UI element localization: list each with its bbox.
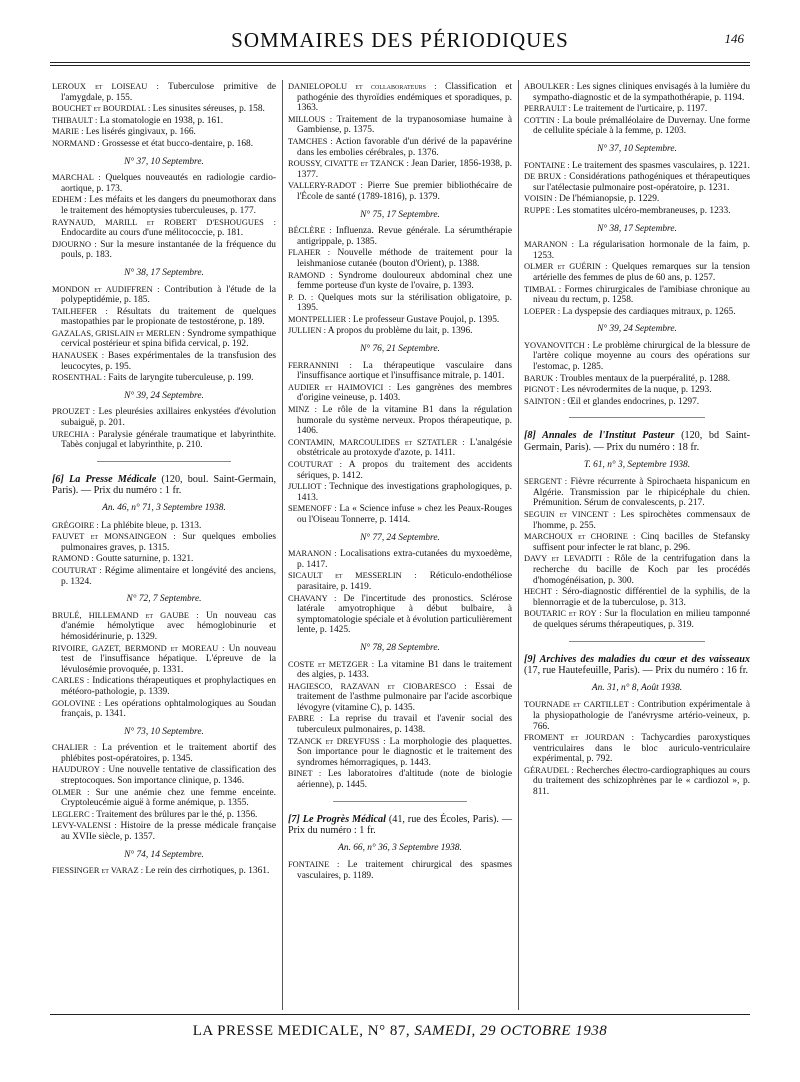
article-entry <box>288 315 512 326</box>
article-title: Bases expérimentales de la transfusion des leucocytes, p. 195. <box>61 351 277 372</box>
article-title: La boule prémalléolaire de Duvernay. Une forme de cellulite spéciale à la femme, p. 1203. <box>533 115 751 137</box>
article-title: Paralysie générale traumatique et labyrinthite. Tabès conjugal et labyrinthite, p. 210. <box>61 429 276 451</box>
article-entry <box>52 407 276 428</box>
article-entry <box>524 700 750 732</box>
article-author: VOISIN : <box>524 194 557 204</box>
article-entry <box>524 116 750 137</box>
column-left <box>52 82 276 878</box>
column-middle <box>288 82 512 883</box>
article-entry <box>52 699 276 720</box>
article-title: Traitement de la trypanosomiase humaine à Gambiense, p. 1375. <box>297 114 512 136</box>
article-entry <box>288 383 512 404</box>
article-author: TAILHEFER : <box>52 306 108 316</box>
article-entry <box>524 532 750 553</box>
article-title: Jean Darier, 1856-1938, p. 1377. <box>297 159 512 180</box>
article-entry <box>52 788 276 809</box>
issue-number-heading: N° 72, 7 Septembre. <box>126 594 202 605</box>
article-entry <box>52 866 276 877</box>
article-author: GRÉGOIRE : <box>52 520 99 530</box>
article-entry <box>524 194 750 205</box>
article-entry <box>52 566 276 587</box>
article-author: FONTAINE : <box>288 860 340 870</box>
section-divider <box>333 801 467 802</box>
article-title: Fièvre récurrente à Spirochaeta hispanicum en Algérie. Transmission par le rhipicéphale du chien. Prémunition. Sérum de convalescents, p. 217. <box>533 477 750 509</box>
article-title: Réticulo-endothéliose parasitaire, p. 1419. <box>297 571 512 592</box>
article-author: YOVANOVITCH : <box>524 340 590 350</box>
article-author: COTTIN : <box>524 115 560 125</box>
article-title: Le traitement de l'urticaire, p. 1197. <box>573 104 708 115</box>
article-author: RAYNAUD, MARILL et ROBERT D'ESHOUGUES : <box>52 217 276 227</box>
header-rule-thin <box>50 65 750 66</box>
article-entry <box>524 587 750 608</box>
article-entry <box>288 226 512 247</box>
article-author: PERRAULT : <box>524 104 571 114</box>
article-entry <box>524 510 750 531</box>
article-entry <box>524 609 750 630</box>
article-entry <box>524 766 750 798</box>
article-author: BINET : <box>288 769 322 779</box>
article-author: TZANCK et DREYFUSS : <box>288 736 386 746</box>
journal-title: [9] Archives des maladies du cœur et des vaisseaux <box>524 653 750 665</box>
article-title: Technique des investigations graphologiques, p. 1413. <box>297 482 512 503</box>
article-entry <box>288 769 512 790</box>
article-title: Recherches électro-cardiographiques au cours du traitement des schizophrènes par le « cardiozol », p. 811. <box>533 765 750 798</box>
article-title: Faits de laryngite tuberculeuse, p. 199. <box>108 373 254 384</box>
article-author: MARCHAL : <box>52 173 101 183</box>
article-entry <box>52 240 276 261</box>
article-entry <box>52 821 276 842</box>
article-author: COUTURAT : <box>288 460 342 469</box>
article-entry <box>52 644 276 676</box>
article-author: PROUZET : <box>52 407 96 417</box>
article-author: RIVOIRE, GAZET, BERMOND et MOREAU : <box>52 643 225 653</box>
article-title: Action favorable d'un dérivé de la papavérine dans les embolies cérébrales, p. 1376. <box>297 136 512 158</box>
article-author: SEMENOFF : <box>288 504 337 514</box>
article-entry <box>52 765 276 786</box>
article-author: JULLIOT : <box>288 482 327 492</box>
article-title: Sur la mesure instantanée de la fréquence du pouls, p. 183. <box>61 239 276 261</box>
article-entry <box>288 460 512 481</box>
article-entry <box>288 137 512 158</box>
article-title: Sur la floculation en milieu tamponné de quelques sérums thérapeutiques, p. 319. <box>533 609 750 630</box>
section-divider <box>97 461 231 462</box>
issue-number-heading: N° 73, 10 Septembre. <box>124 726 204 737</box>
article-author: GAZALAS, GRISLAIN et MERLEN : <box>52 328 185 338</box>
article-title: Endocardite au cours d'une mélitococcie, p. 181. <box>61 228 244 239</box>
article-entry <box>52 82 276 103</box>
article-entry <box>288 248 512 269</box>
article-title: Traitement des brûlures par le thé, p. 1356. <box>96 809 258 820</box>
article-entry <box>524 374 750 385</box>
article-title: Les névrodermites de la nuque, p. 1293. <box>561 385 712 396</box>
article-entry <box>288 682 512 714</box>
article-title: Résultats du traitement de quelques mastopathies par le propionate de testostérone, p. 189. <box>61 306 276 328</box>
article-author: LEGLERC : <box>52 809 95 819</box>
article-entry <box>288 293 512 314</box>
issue-heading: T. 61, n° 3, Septembre 1938. <box>583 459 691 470</box>
journal-heading <box>524 654 750 677</box>
journal-title: [7] Le Progrès Médical <box>288 813 386 825</box>
article-title: La reprise du travail et l'avenir social des tuberculeux pulmonaires, p. 1438. <box>297 714 512 736</box>
article-entry <box>52 285 276 306</box>
article-title: Indications thérapeutiques et prophylactiques en météoro-pathologie, p. 1339. <box>61 676 276 697</box>
column-right <box>524 82 750 799</box>
article-title: De l'incertitude des pronostics. Sclérose latérale amyotrophique à début bulbaire, à symptomatologie spéciale et à évolution particulièrement lente, p. 1425. <box>297 593 513 636</box>
article-title: Grossesse et état bucco-dentaire, p. 168. <box>102 138 254 149</box>
article-author: CHALIER : <box>52 743 97 753</box>
article-entry <box>288 82 512 114</box>
article-entry <box>52 127 276 138</box>
article-title: Classification et pathogénie des thyroïdies endémiques et sporadiques, p. 1363. <box>297 82 513 114</box>
article-author: MILLOUS : <box>288 114 333 124</box>
article-title: Quelques nouveautés en radiologie cardio-aortique, p. 173. <box>61 173 277 194</box>
article-author: FIESSINGER et VARAZ : <box>52 866 144 876</box>
article-author: THIBAULT : <box>52 115 98 125</box>
article-author: LOEPER : <box>524 306 561 316</box>
journal-heading <box>52 474 276 497</box>
article-title: Pierre Sue premier bibliothécaire de l'École de santé (1789-1816), p. 1379. <box>297 181 512 202</box>
issue-number-heading: N° 38, 17 Septembre. <box>124 267 204 278</box>
issue-number-heading: N° 75, 17 Septembre. <box>360 209 440 220</box>
article-entry <box>288 326 512 337</box>
article-entry <box>288 571 512 592</box>
article-title: La stomatologie en 1938, p. 161. <box>99 115 224 126</box>
article-title: Le problème chirurgical de la blessure de l'artère colique moyenne au cours des opérations sur l'estomac, p. 1285. <box>533 340 750 373</box>
article-author: TIMBAL : <box>524 284 562 294</box>
article-author: COSTE et METZGER : <box>288 659 375 669</box>
article-author: MARANON : <box>524 240 574 250</box>
issue-number-heading: N° 37, 10 Septembre. <box>597 143 677 154</box>
article-title: Les lisérés gingivaux, p. 166. <box>85 127 196 138</box>
article-author: MONDON et AUDIFFREN : <box>52 284 160 294</box>
section-divider <box>569 417 705 418</box>
article-entry <box>288 181 512 202</box>
article-title: Essai de traitement de l'asthme pulmonaire par l'acide ascorbique lévogyre (vitamine C), p. 1435. <box>297 681 512 713</box>
article-entry <box>524 385 750 396</box>
article-entry <box>288 504 512 525</box>
article-author: GÉRAUDEL : <box>524 765 574 775</box>
article-entry <box>288 660 512 681</box>
article-entry <box>52 554 276 565</box>
article-title: Sur quelques embolies pulmonaires graves, p. 1315. <box>61 532 276 553</box>
page-header <box>50 24 750 58</box>
journal-title: [8] Annales de l'Institut Pasteur <box>524 430 675 442</box>
article-title: Quelques mots sur la stérilisation obligatoire, p. 1395. <box>297 292 512 314</box>
article-entry <box>524 554 750 586</box>
article-title: Troubles mentaux de la puerpéralité, p. 1288. <box>559 373 731 384</box>
issue-number-heading: N° 77, 24 Septembre. <box>360 532 440 543</box>
journal-details: (41, rue des Écoles, Paris). — Prix du numéro : 1 fr. <box>288 813 513 837</box>
page-number: 146 <box>724 31 744 46</box>
article-entry <box>524 206 750 217</box>
article-author: MARIE : <box>52 127 84 137</box>
article-entry <box>52 351 276 372</box>
column-divider <box>518 80 519 1010</box>
article-title: Localisations extra-cutanées du myxoedème, p. 1417. <box>297 549 513 570</box>
article-entry <box>288 361 512 382</box>
article-author: CHAVANY : <box>288 593 337 603</box>
article-title: La thérapeutique vasculaire dans l'insuffisance aortique et l'insuffisance mitrale, p. 1401. <box>297 360 513 382</box>
article-entry <box>52 307 276 328</box>
issue-number-heading: N° 78, 28 Septembre. <box>360 642 440 653</box>
article-entry <box>524 82 750 103</box>
article-entry <box>524 397 750 408</box>
article-author: OLMER et GUÉRIN : <box>524 262 608 272</box>
article-author: RUPPE : <box>524 205 555 215</box>
article-entry <box>288 115 512 136</box>
article-title: Les spirochètes commensaux de l'homme, p. 255. <box>533 510 751 531</box>
article-entry <box>524 341 750 373</box>
article-title: Œil et glandes endocrines, p. 1297. <box>567 396 700 407</box>
article-title: La morphologie des plaquettes. Son importance pour le diagnostic et le traitement des syndromes hémorragiques, p. 1443. <box>297 736 512 768</box>
article-author: BÉCLÈRE : <box>288 226 332 236</box>
footer-rule <box>50 1014 750 1015</box>
header-rule <box>50 62 750 63</box>
article-author: P. D. : <box>288 292 314 302</box>
article-title: Les stomatites ulcéro-membraneuses, p. 1233. <box>556 205 731 216</box>
article-title: Syndrome douloureux abdominal chez une femme porteuse d'un kyste de l'ovaire, p. 1393. <box>297 270 512 292</box>
article-title: Sur une anémie chez une femme enceinte. Cryptoleucémie aiguë à forme anémique, p. 1355. <box>61 787 277 809</box>
article-title: Une nouvelle tentative de classification des streptocoques. Son importance clinique, p. 1346. <box>61 765 277 787</box>
article-author: GOLOVINE : <box>52 698 101 708</box>
footer-date: SAMEDI, 29 OCTOBRE 1938 <box>414 1023 608 1039</box>
article-author: OLMER : <box>52 787 90 797</box>
page-title: SOMMAIRES DES PÉRIODIQUES <box>231 28 569 52</box>
issue-number-heading: N° 74, 14 Septembre. <box>124 849 204 860</box>
article-title: Le professeur Gustave Poujol, p. 1395. <box>352 314 500 325</box>
article-author: MARANON : <box>288 549 337 559</box>
article-author: BOUCHET et BOURDIAL : <box>52 104 151 114</box>
article-author: FABRE : <box>288 714 323 724</box>
article-title: Le rôle de la vitamine B1 dans la régulation humorale du système nerveux. Propos thérapeutique, p. 1406. <box>297 405 513 437</box>
article-title: La vitamine B1 dans le traitement des algies, p. 1433. <box>297 659 512 681</box>
article-entry <box>288 714 512 735</box>
article-author: RAMOND : <box>52 554 94 564</box>
article-author: FERRANNINI : <box>288 360 352 370</box>
article-entry <box>288 159 512 180</box>
article-title: Le rein des cirrhotiques, p. 1361. <box>145 866 270 877</box>
article-entry <box>524 733 750 765</box>
article-entry <box>52 521 276 532</box>
article-author: JULLIEN : <box>288 326 326 336</box>
article-author: FROMENT et JOURDAN : <box>524 733 634 743</box>
article-author: DAVY et LEVADITI : <box>524 554 610 564</box>
article-title: La régularisation hormonale de la faim, p. 1253. <box>533 240 750 261</box>
article-title: Les méfaits et les dangers du pneumothorax dans le traitement des hémoptysies tuberculeuses, p. 177. <box>61 195 276 216</box>
article-entry <box>524 104 750 115</box>
footer-journal: LA PRESSE MEDICALE, N° 87, <box>192 1023 411 1039</box>
article-author: VALLERY-RADOT : <box>288 181 363 191</box>
article-author: FLAHER : <box>288 248 331 258</box>
article-title: La « Science infuse » chez les Peaux-Rouges ou l'Oiseau Tonnerre, p. 1414. <box>297 504 513 525</box>
article-entry <box>524 172 750 193</box>
article-entry <box>288 271 512 292</box>
article-entry <box>52 810 276 821</box>
article-entry <box>52 611 276 643</box>
article-entry <box>52 373 276 384</box>
article-author: LEROUX et LOISEAU : <box>52 82 159 91</box>
article-title: Nouvelle méthode de traitement pour la leishmaniose cutanée (bouton d'Orient), p. 1388. <box>297 248 512 269</box>
article-author: TOURNADE et CARTILLET : <box>524 700 635 710</box>
article-title: Les signes cliniques envisagés à la lumière du sympatho-diagnostic et de la sympathothérapie, p. 1194. <box>533 82 751 103</box>
article-title: La phlébite bleue, p. 1313. <box>101 520 202 531</box>
article-title: Formes chirurgicales de l'amibiase chronique au niveau du rectum, p. 1258. <box>533 284 750 306</box>
article-entry <box>524 161 750 172</box>
article-title: Histoire de la presse médicale française au XVIIe siècle, p. 1357. <box>61 821 276 843</box>
article-author: SEGUIN et VINCENT : <box>524 510 616 519</box>
article-entry <box>52 329 276 350</box>
article-entry <box>52 116 276 127</box>
issue-number-heading: N° 37, 10 Septembre. <box>124 156 204 167</box>
article-title: Tuberculose primitive de l'amygdale, p. 155. <box>61 82 276 103</box>
journal-details: (17, rue Hautefeuille, Paris). — Prix du numéro : 16 fr. <box>524 665 749 677</box>
article-title: Les opérations ophtalmologiques au Soudan français, p. 1341. <box>61 698 277 720</box>
article-entry <box>52 195 276 216</box>
article-title: Régime alimentaire et longévité des anciens, p. 1324. <box>61 565 277 587</box>
article-author: ROUSSY, CIVATTE et TZANCK : <box>288 159 409 169</box>
article-entry <box>52 676 276 697</box>
issue-heading: An. 66, n° 36, 3 Septembre 1938. <box>338 842 462 853</box>
article-entry <box>52 532 276 553</box>
article-title: La dyspepsie des cardiaques mitraux, p. 1265. <box>562 306 736 317</box>
article-title: A propos du traitement des accidents sériques, p. 1412. <box>297 460 512 481</box>
article-author: HAGIESCO, RAZAVAN et CIOBARESCO : <box>288 681 467 691</box>
article-author: MARCHOUX et CHORINE : <box>524 532 636 542</box>
journal-heading <box>524 430 750 453</box>
article-title: Considérations pathogéniques et thérapeutiques sur l'atélectasie pulmonaire post-opératoire, p. 1231. <box>533 172 750 193</box>
article-entry <box>288 482 512 503</box>
article-entry <box>524 285 750 306</box>
section-divider <box>569 641 705 642</box>
article-entry <box>524 262 750 283</box>
article-title: Les laboratoires d'altitude (note de biologie aérienne), p. 1445. <box>297 769 513 791</box>
article-author: CONTAMIN, MARCOULIDES et SZTATLER : <box>288 437 465 447</box>
issue-number-heading: N° 76, 21 Septembre. <box>360 344 440 355</box>
article-author: SERGENT : <box>524 477 568 487</box>
page-footer <box>50 1023 750 1040</box>
article-title: Goutte saturnine, p. 1321. <box>96 554 194 565</box>
article-entry <box>52 139 276 150</box>
article-author: SICAULT et MESSERLIN : <box>288 571 417 581</box>
article-entry <box>288 405 512 437</box>
article-author: ABOULKER : <box>524 82 575 91</box>
article-title: Syndrome sympathique cervical postérieur et spina bifida cervical, p. 192. <box>61 328 277 350</box>
article-author: MONTPELLIER : <box>288 314 351 324</box>
article-title: Les gangrènes des membres d'origine veineuse, p. 1403. <box>297 382 512 404</box>
article-entry <box>524 477 750 509</box>
article-entry <box>52 743 276 764</box>
article-author: TAMCHES : <box>288 136 333 146</box>
article-author: FAUVET et MONSAINGEON : <box>52 532 176 542</box>
article-author: NORMAND : <box>52 138 100 148</box>
article-entry <box>52 218 276 239</box>
article-title: A propos du problème du lait, p. 1396. <box>327 326 473 337</box>
article-author: AUDIER et HAIMOVICI : <box>288 382 392 392</box>
article-author: SAINTON : <box>524 396 566 406</box>
article-title: L'analgésie obstétricale au protoxyde d'azote, p. 1411. <box>297 437 513 459</box>
issue-heading: An. 31, n° 8, Août 1938. <box>591 682 683 693</box>
article-title: Un nouveau test de l'insuffisance hépatique. L'épreuve de la lévulosémie provoquée, p. 1331. <box>61 643 277 675</box>
article-entry <box>524 307 750 318</box>
article-entry <box>52 173 276 194</box>
article-entry <box>52 104 276 115</box>
article-title: Contribution à l'étude de la polypeptidémie, p. 185. <box>61 284 276 306</box>
article-author: COUTURAT : <box>52 565 102 575</box>
article-title: Contribution expérimentale à la physiopathologie de l'anévrysme artério-veineux, p. 766. <box>533 700 750 732</box>
article-title: Les sinusites séreuses, p. 158. <box>152 104 265 115</box>
journal-details: (120, boul. Saint-Germain, Paris). — Prix du numéro : 1 fr. <box>52 473 277 497</box>
article-author: RAMOND : <box>288 270 333 280</box>
journal-title: [6] La Presse Médicale <box>52 473 157 485</box>
article-title: De l'hémianopsie, p. 1229. <box>559 194 660 205</box>
article-author: BARUK : <box>524 373 558 383</box>
article-author: LEVY-VALENSI : <box>52 821 117 831</box>
article-entry <box>288 737 512 769</box>
journal-heading <box>288 814 512 837</box>
issue-number-heading: N° 39, 24 Septembre. <box>597 324 677 335</box>
issue-heading: An. 46, n° 71, 3 Septembre 1938. <box>102 503 226 513</box>
article-author: PIGNOT : <box>524 385 559 395</box>
article-author: DANIELOPOLU et collaborateurs : <box>288 82 437 91</box>
article-author: CARLES : <box>52 676 90 686</box>
article-author: BRULÉ, HILLEMAND et GAUBE : <box>52 610 199 620</box>
article-title: Quelques remarques sur la tension artérielle des femmes de plus de 60 ans, p. 1257. <box>533 262 750 283</box>
article-author: HECHT : <box>524 587 558 597</box>
article-entry <box>288 438 512 459</box>
journal-details: (120, bd Saint-Germain, Paris). — Prix du numéro : 18 fr. <box>524 430 751 454</box>
article-author: HANAUSEK : <box>52 351 105 361</box>
article-title: Rôle de la centrifugation dans la recherche du bacille de Koch par les procédés d'homogénéisation, p. 300. <box>533 554 751 586</box>
article-title: La prévention et le traitement abortif des phlébites post-opératoires, p. 1345. <box>61 743 276 764</box>
article-author: BOUTARIC et ROY : <box>524 609 602 619</box>
issue-number-heading: N° 39, 24 Septembre. <box>124 390 204 401</box>
article-title: Séro-diagnostic différentiel de la syphilis, de la blennorragie et de la tuberculose, p. 313. <box>533 587 751 608</box>
article-author: MINZ : <box>288 405 317 415</box>
article-entry <box>288 860 512 881</box>
article-author: HAUDUROY : <box>52 765 106 775</box>
article-author: DJOURNO : <box>52 239 97 249</box>
article-title: Un nouveau cas d'anémie hémolytique avec hémoglobinurie et hémosidérinurie, p. 1329. <box>61 610 277 642</box>
article-author: URECHIA : <box>52 429 95 439</box>
article-title: Le traitement des spasmes vasculaires, p. 1221. <box>571 160 750 171</box>
article-entry <box>52 430 276 451</box>
column-divider <box>282 80 283 1010</box>
article-author: DE BRUX : <box>524 172 567 182</box>
article-entry <box>524 240 750 261</box>
article-title: Cinq bacilles de Stefansky suffisent pour infecter le rat blanc, p. 296. <box>533 532 750 553</box>
article-title: Le traitement chirurgical des spasmes vasculaires, p. 1189. <box>297 860 512 881</box>
article-author: ROSENTHAL : <box>52 373 106 383</box>
article-entry <box>288 549 512 570</box>
article-author: FONTAINE : <box>524 160 570 170</box>
article-title: Influenza. Revue générale. La sérumthérapie antigrippale, p. 1385. <box>297 226 512 247</box>
issue-number-heading: N° 38, 17 Septembre. <box>597 223 677 234</box>
article-title: Les pleurésies axillaires enkystées d'évolution subaiguë, p. 201. <box>61 407 276 429</box>
article-author: EDHEM : <box>52 195 87 205</box>
article-entry <box>288 594 512 636</box>
article-title: Tachycardies paroxystiques ventriculaires dans le bloc auriculo-ventriculaire expérimental, p. 792. <box>533 733 750 765</box>
